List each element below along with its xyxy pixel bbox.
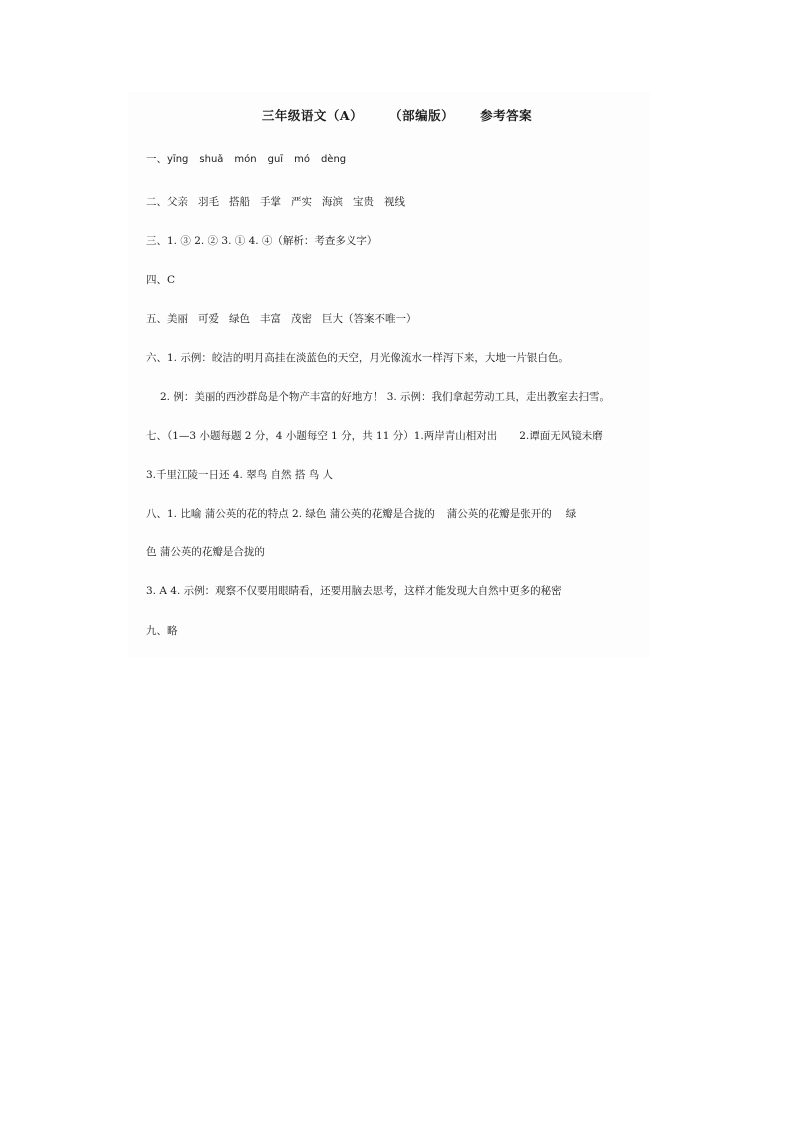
page-title (0, 106, 794, 124)
answer-line-1 (146, 152, 357, 167)
q7-part-a: 七、（1—3 小题每题 2 分，4 小题每空 1 分，共 11 分）1.两岸青山相对出 (146, 430, 498, 442)
answer-line-8c: 3. A 4. 示例：观察不仅要用眼睛看，还要用脑去思考，这样才能发现大自然中更多的秘密 (146, 585, 562, 597)
word-item: 可爱 (198, 313, 219, 325)
answer-line-8b: 色 蒲公英的花瓣是合拢的 (146, 546, 265, 558)
q1-pinyin (167, 154, 357, 165)
answer-line-7a (146, 429, 603, 443)
scanned-answer-sheet (128, 92, 650, 658)
answer-line-6a: 六、1. 示例：皎洁的明月高挂在淡蓝色的天空，月光像流水一样泻下来，大地一片银白色。 (146, 352, 569, 364)
q8-part-a: 八、1. 比喻 蒲公英的花的特点 2. 绿色 蒲公英的花瓣是合拢的 (146, 508, 435, 520)
word-item: 严实 (291, 196, 312, 208)
word-item: 父亲 (167, 196, 188, 208)
answer-line-4: 四、C (146, 274, 176, 286)
q5-label: 五、 (146, 313, 167, 325)
word-item: 美丽 (167, 313, 188, 325)
word-item: 手掌 (260, 196, 281, 208)
word-item: 丰富 (260, 313, 281, 325)
pinyin-item: mó (294, 154, 310, 165)
q8-part-b: 蒲公英的花瓣是张开的 (446, 508, 552, 520)
word-item: 宝贵 (353, 196, 374, 208)
q8-part-c: 绿 (565, 508, 577, 520)
answer-line-8a (146, 507, 576, 521)
q2-label: 二、 (146, 196, 167, 208)
word-item: 视线 (384, 196, 405, 208)
answer-line-5 (146, 312, 427, 326)
pinyin-item: shuǎ (199, 154, 224, 165)
answer-line-9: 九、略 (146, 625, 178, 637)
word-item: 海滨 (322, 196, 343, 208)
q1-label: 一、 (146, 153, 167, 165)
pinyin-item: dèng (320, 154, 347, 165)
word-item: 羽毛 (198, 196, 219, 208)
title-edition: （部编版） (389, 108, 455, 123)
q7-part-b: 2.谭面无风镜未磨 (519, 430, 603, 442)
answer-line-7b: 3.千里江陵一日还 4. 翠鸟 自然 搭 鸟 人 (146, 469, 334, 481)
answer-line-3: 三、1. ③ 2. ② 3. ① 4. ④（解析：考查多义字） (146, 235, 378, 247)
pinyin-item: yīng (167, 154, 189, 165)
title-answer: 参考答案 (480, 108, 533, 123)
word-item: 搭船 (229, 196, 250, 208)
answer-line-2 (146, 195, 415, 209)
word-item: 绿色 (229, 313, 250, 325)
title-main: 三年级语文（A） (261, 108, 364, 123)
pinyin-item: món (234, 154, 257, 165)
word-item: 茂密 (291, 313, 312, 325)
answer-line-6b: 2. 例：美丽的西沙群岛是个物产丰富的好地方！ 3. 示例：我们拿起劳动工具，走出教室去扫雪。 (160, 391, 611, 403)
word-item: 巨大（答案不唯一） (322, 313, 417, 325)
pinyin-item: guī (267, 154, 284, 165)
